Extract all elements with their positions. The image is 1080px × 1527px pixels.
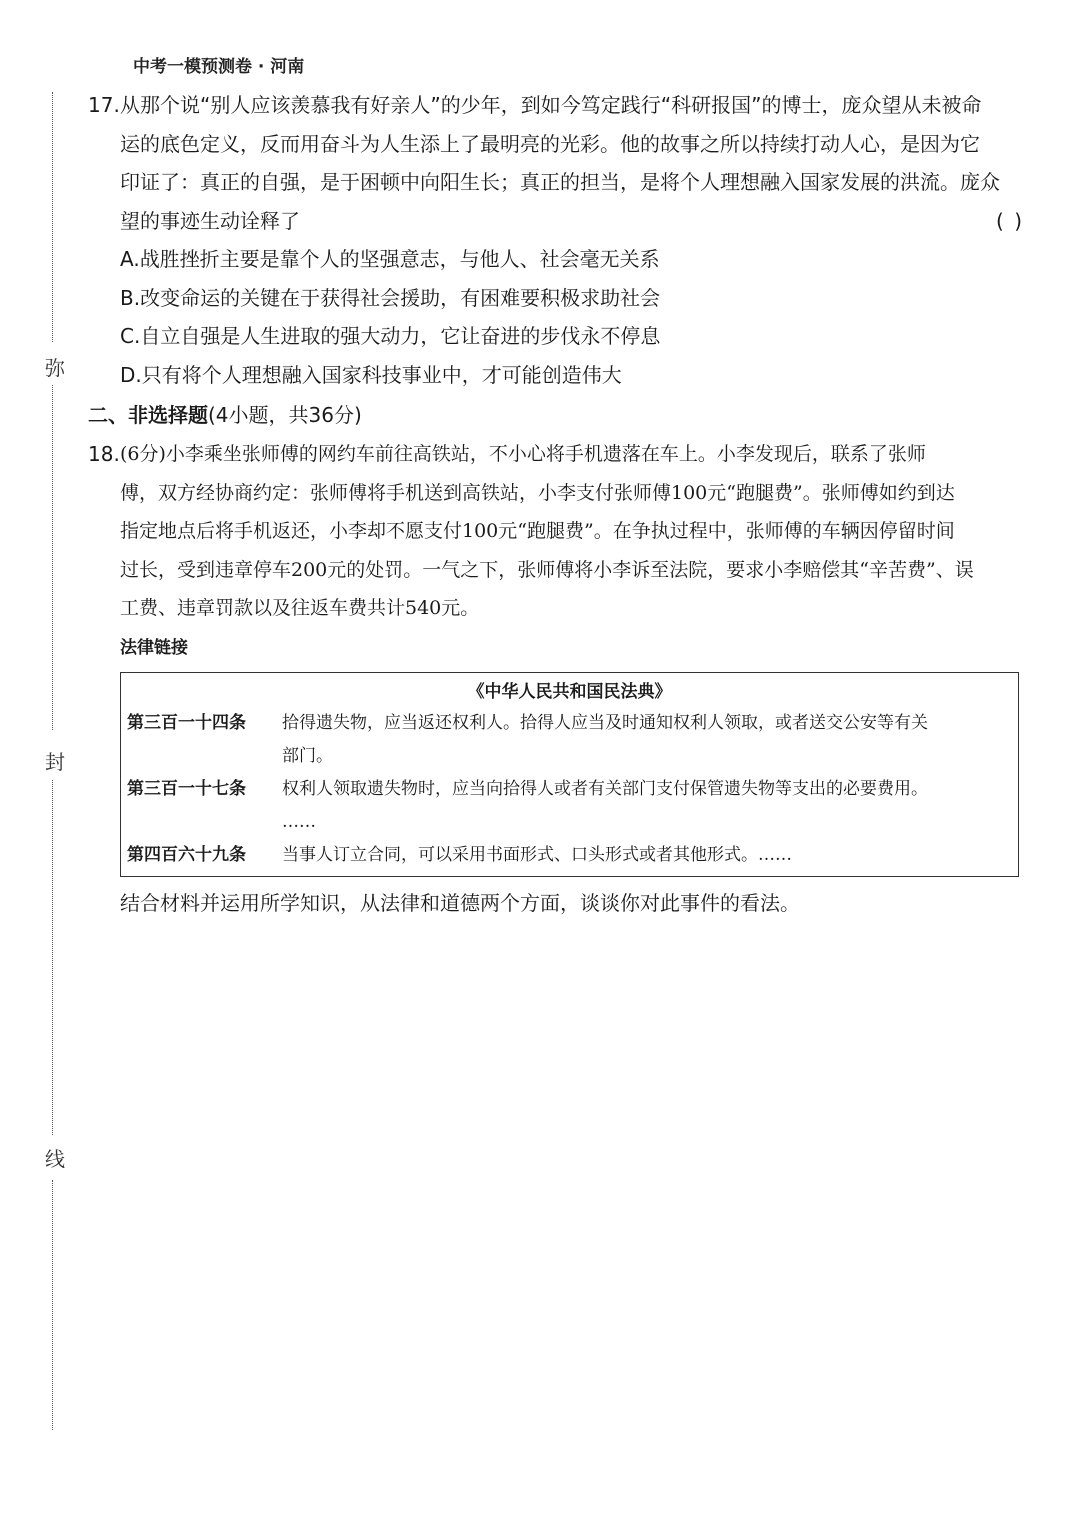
stem-line: 运的底色定义，反而用奋斗为人生添上了最明亮的光彩。他的故事之所以持续打动人心，是因为它 [120, 131, 980, 156]
article-number: 第三百一十七条 [127, 778, 246, 799]
binding-dotted-line [52, 780, 53, 1135]
question-17 [88, 86, 1028, 240]
law-article [127, 707, 1012, 773]
answer-blank[interactable]: ( ) [996, 208, 1024, 233]
binding-char-feng: 封 [45, 750, 65, 774]
law-title: 《中华人民共和国民法典》 [467, 681, 672, 702]
stem-line: 望的事迹生动诠释了 [120, 208, 300, 233]
article-line: 权利人领取遗失物时，应当向拾得人或者有关部门支付保管遗失物等支出的必要费用。 [282, 778, 928, 799]
option-a[interactable]: A.战胜挫折主要是靠个人的坚强意志，与他人、社会毫无关系 [120, 247, 660, 271]
section-heading: 二、非选择题 [88, 403, 208, 427]
stem-line: 指定地点后将手机返还，小李却不愿支付100元“跑腿费”。在争执过程中，张师傅的车辆因停留时间 [120, 520, 955, 542]
article-text [282, 707, 1012, 773]
article-line: 当事人订立合同，可以采用书面形式、口头形式或者其他形式。…… [282, 844, 792, 865]
law-link-label: 法律链接 [120, 637, 188, 658]
binding-dotted-line [52, 1180, 53, 1430]
binding-char-mi: 弥 [45, 356, 65, 380]
section-title [88, 395, 1028, 435]
stem-line: 傅，双方经协商约定：张师傅将手机送到高铁站，小李支付张师傅100元“跑腿费”。张师傅如约到达 [120, 481, 955, 504]
page-content [88, 86, 1028, 923]
stem-line: 工费、违章罚款以及往返车费共计540元。 [120, 597, 480, 619]
binding-dotted-line [52, 385, 53, 730]
option-c[interactable]: C.自立自强是人生进取的强大动力，它让奋进的步伐永不停息 [120, 324, 661, 348]
article-line: 部门。 [282, 745, 333, 766]
question-stem [120, 435, 1028, 628]
option-b[interactable]: B.改变命运的关键在于获得社会援助，有困难要积极求助社会 [120, 285, 661, 310]
article-number: 第四百六十九条 [127, 844, 246, 865]
stem-line: 从那个说“别人应该羡慕我有好亲人”的少年，到如今笃定践行“科研报国”的博士，庞众望从未被命 [120, 93, 982, 117]
article-line: …… [282, 811, 316, 832]
stem-line: 过长，受到违章停车200元的处罚。一气之下，张师傅将小李诉至法院，要求小李赔偿其“辛苦费”、误 [120, 558, 974, 581]
page-header: 中考一模预测卷 · 河南 [133, 57, 305, 77]
stem-line-last [120, 202, 1028, 241]
law-article [127, 773, 1012, 839]
question-18 [88, 435, 1028, 628]
article-number: 第三百一十四条 [127, 712, 246, 733]
law-box [120, 672, 1019, 877]
option-d[interactable]: D.只有将个人理想融入国家科技事业中，才可能创造伟大 [120, 362, 622, 387]
binding-char-xian: 线 [45, 1147, 65, 1171]
stem-line: 印证了：真正的自强，是于困顿中向阳生长；真正的担当，是将个人理想融入国家发展的洪流。庞众 [120, 170, 1000, 194]
article-text [282, 839, 1012, 872]
stem-line: (6分)小李乘坐张师傅的网约车前往高铁站，不小心将手机遗落在车上。小李发现后，联系了张师 [120, 443, 926, 465]
question-stem [120, 86, 1028, 240]
question-number: 17. [88, 93, 120, 117]
article-text [282, 773, 1012, 839]
law-article [127, 839, 1012, 872]
binding-dotted-line [52, 92, 53, 342]
article-line: 拾得遗失物，应当返还权利人。拾得人应当及时通知权利人领取，或者送交公安等有关 [282, 712, 928, 733]
question-prompt: 结合材料并运用所学知识，从法律和道德两个方面，谈谈你对此事件的看法。 [120, 890, 800, 915]
section-note: (4小题，共36分) [208, 403, 362, 427]
question-number: 18. [88, 442, 120, 466]
